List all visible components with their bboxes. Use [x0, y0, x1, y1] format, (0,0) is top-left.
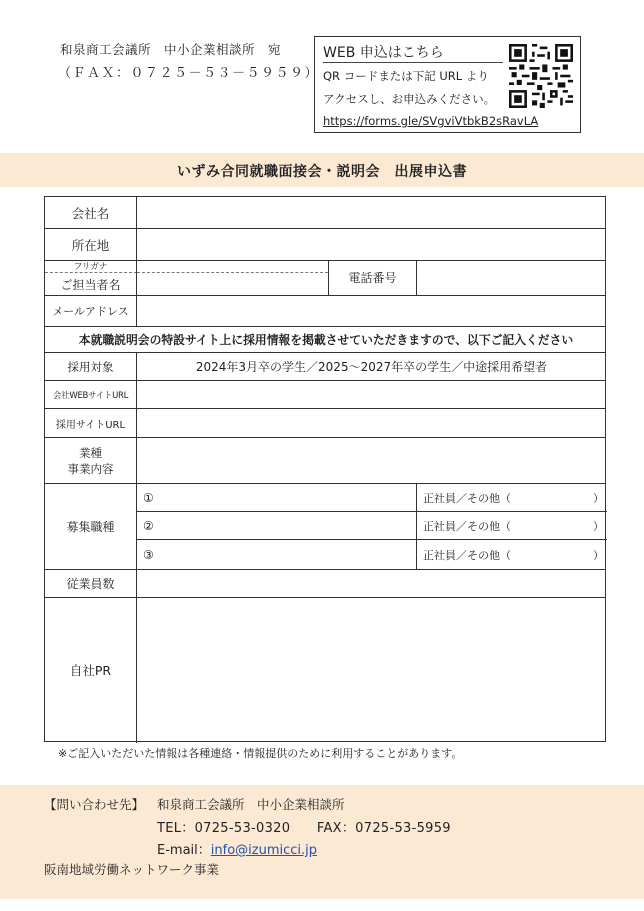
recruit-site-field[interactable]	[137, 409, 606, 437]
industry-label-line2: 事業内容	[67, 461, 114, 476]
email-field[interactable]	[137, 296, 606, 326]
company-web-field[interactable]	[137, 381, 606, 408]
company-name-label: 会社名	[71, 205, 110, 221]
qr-code-icon[interactable]	[509, 44, 573, 108]
form-title: いずみ合同就職面接会・説明会 出展申込書	[177, 164, 467, 180]
tel-fax-line: TEL：0725-53-0320 FAX：0725-53-5959	[157, 821, 451, 836]
job-row-3-number[interactable]: ③	[143, 547, 154, 562]
industry-label-line1: 業種	[79, 445, 102, 460]
fax-number: （ＦＡＸ：０７２５－５３－５９５９）	[58, 66, 320, 81]
inquiry-label: 【問い合わせ先】	[44, 797, 145, 812]
addressee-line: 和泉商工会議所 中小企業相談所 宛	[60, 42, 282, 57]
employees-label: 従業員数	[66, 577, 115, 591]
recruit-target-label: 採用対象	[67, 359, 114, 374]
contact-organization: 和泉商工会議所 中小企業相談所	[157, 797, 345, 812]
email-link[interactable]: info@izumicci.jp	[210, 843, 317, 858]
web-box-line1: QR コードまたは下記 URL より	[323, 69, 489, 83]
web-box-title: WEB 申込はこちら	[323, 45, 444, 61]
job-type-label: 募集職種	[66, 520, 115, 534]
job-row-3-close: ）	[593, 548, 604, 562]
web-application-box	[314, 36, 581, 133]
email-label: メールアドレス	[52, 305, 129, 318]
job-row-2-type[interactable]: 正社員／その他（	[423, 519, 511, 533]
job-row-1-type[interactable]: 正社員／その他（	[423, 491, 511, 505]
email-prefix: E-mail：	[157, 843, 211, 858]
address-field[interactable]	[137, 229, 606, 260]
company-pr-label: 自社PR	[69, 663, 112, 678]
company-name-field[interactable]	[137, 197, 606, 228]
furigana-label: フリガナ	[73, 262, 108, 272]
company-pr-field[interactable]	[137, 598, 606, 742]
recruit-target-options[interactable]: 2024年3月卒の学生／2025～2027年卒の学生／中途採用希望者	[195, 360, 548, 374]
employees-field[interactable]	[137, 570, 606, 597]
job-row-2-number[interactable]: ②	[143, 518, 154, 533]
contact-person-label: ご担当者名	[60, 277, 121, 292]
industry-field[interactable]	[137, 438, 606, 483]
address-label: 所在地	[71, 237, 110, 253]
privacy-note: ※ご記入いただいた情報は各種連絡・情報提供のために利用することがあります。	[58, 747, 463, 760]
phone-label: 電話番号	[348, 271, 397, 285]
email-line	[157, 839, 317, 858]
company-web-label: 会社WEBサイトURL	[52, 390, 129, 401]
title-underline	[323, 62, 503, 63]
job-row-3-type[interactable]: 正社員／その他（	[423, 548, 511, 562]
application-form-table	[44, 196, 606, 742]
job-row-1-number[interactable]: ①	[143, 490, 154, 505]
phone-field[interactable]	[417, 260, 606, 295]
industry-label	[45, 438, 136, 483]
application-url-link[interactable]: https://forms.gle/SVgviVtbkB2sRavLA	[323, 114, 539, 128]
program-name: 阪南地域労働ネットワーク事業	[44, 862, 220, 877]
job-row-2-close: ）	[593, 519, 604, 533]
employment-type-divider	[416, 483, 417, 569]
site-notice: 本就職説明会の特設サイト上に採用情報を掲載させていただきますので、以下ご記入ください	[78, 333, 574, 347]
recruit-site-label: 採用サイトURL	[55, 419, 126, 431]
job-row-1-close: ）	[593, 491, 604, 505]
contact-person-field[interactable]	[137, 273, 327, 295]
web-box-line2: アクセスし、お申込みください。	[323, 92, 496, 106]
